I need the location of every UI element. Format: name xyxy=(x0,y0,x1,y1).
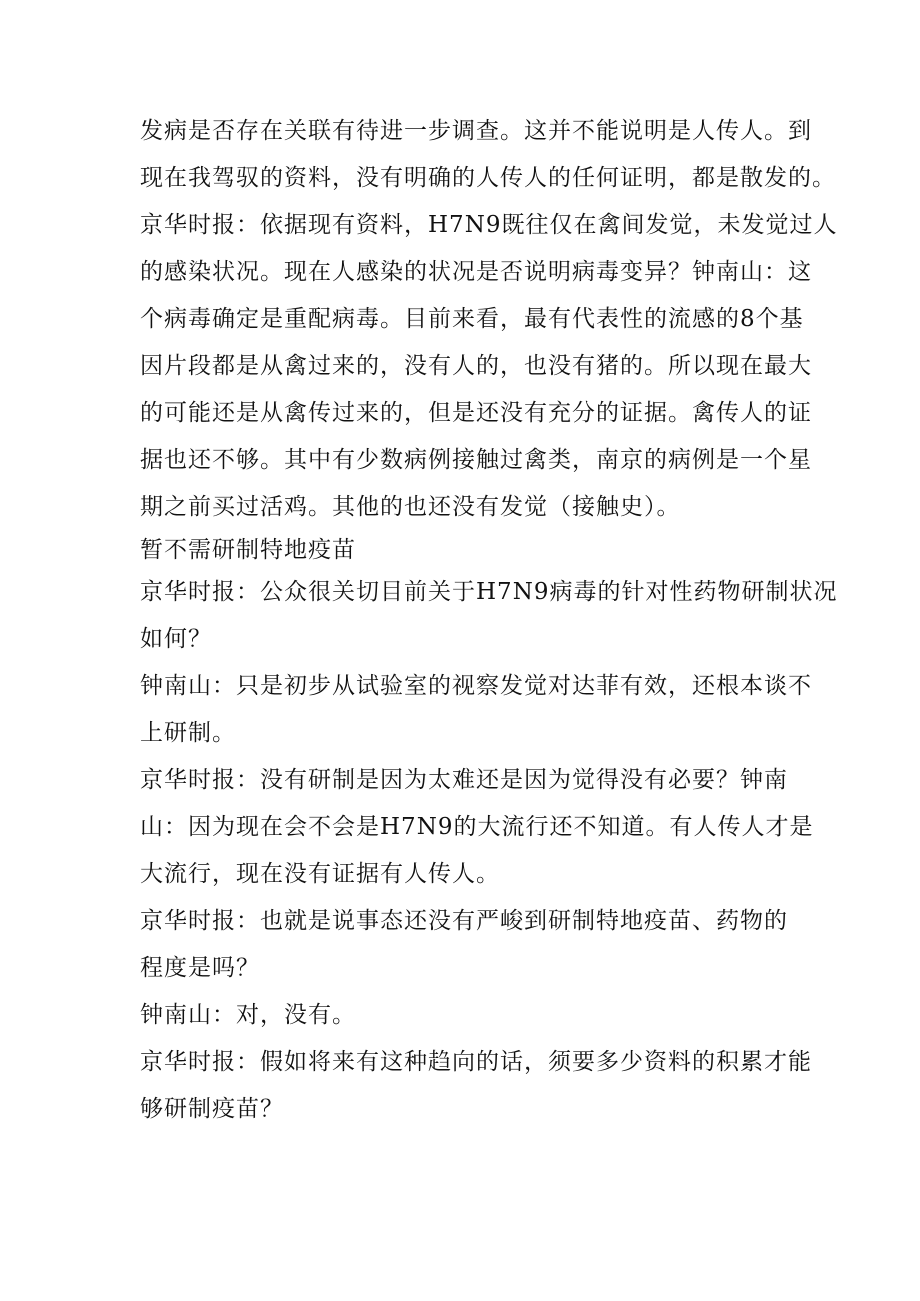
document-body xyxy=(140,108,838,1133)
text-line: 钟南山：对，没有。 xyxy=(140,1002,356,1028)
text-line: 京华时报：依据现有资料，H7N9既往仅在禽间发觉，未发觉过人 xyxy=(140,212,838,238)
text-line: 京华时报：也就是说事态还没有严峻到研制特地疫苗、药物的 xyxy=(140,908,788,934)
text-line: 发病是否存在关联有待进一步调查。这并不能说明是人传人。到 xyxy=(140,118,812,144)
text-line: 如何？ xyxy=(140,626,212,652)
text-line: 程度是吗？ xyxy=(140,955,260,981)
text-line: 现在我驾驭的资料，没有明确的人传人的任何证明，都是散发的。 xyxy=(140,165,836,191)
text-line: 上研制。 xyxy=(140,720,236,746)
text-line: 京华时报：没有研制是因为太难还是因为觉得没有必要？钟南 xyxy=(140,767,788,793)
text-line: 京华时报：公众很关切目前关于H7N9病毒的针对性药物研制状况 xyxy=(140,579,838,605)
text-line: 因片段都是从禽过来的，没有人的，也没有猪的。所以现在最大 xyxy=(140,353,812,379)
section-heading: 暂不需研制特地疫苗 xyxy=(140,537,356,563)
text-line: 钟南山：只是初步从试验室的视察发觉对达菲有效，还根本谈不 xyxy=(140,673,812,699)
text-line: 的可能还是从禽传过来的，但是还没有充分的证据。禽传人的证 xyxy=(140,400,812,426)
text-line: 个病毒确定是重配病毒。目前来看，最有代表性的流感的8个基 xyxy=(140,306,804,332)
text-line: 的感染状况。现在人感染的状况是否说明病毒变异？钟南山：这 xyxy=(140,259,812,285)
text-line: 大流行，现在没有证据有人传人。 xyxy=(140,861,500,887)
text-line: 期之前买过活鸡。其他的也还没有发觉（接触史）。 xyxy=(140,494,681,520)
text-line: 够研制疫苗？ xyxy=(140,1096,284,1122)
text-line: 京华时报：假如将来有这种趋向的话，须要多少资料的积累才能 xyxy=(140,1049,812,1075)
text-line: 山：因为现在会不会是H7N9的大流行还不知道。有人传人才是 xyxy=(140,814,814,840)
text-line: 据也还不够。其中有少数病例接触过禽类，南京的病例是一个星 xyxy=(140,447,812,473)
